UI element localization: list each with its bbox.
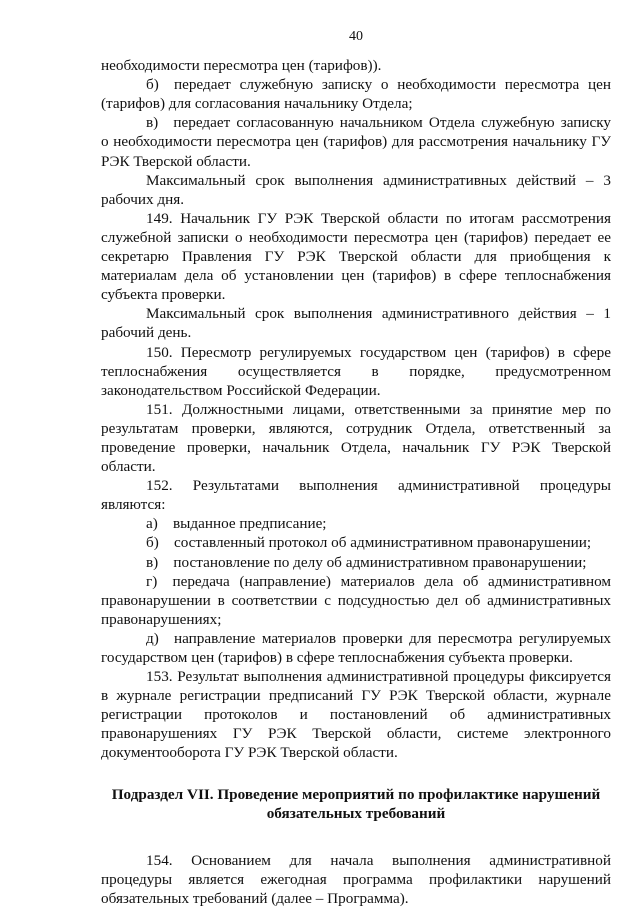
list-item: б) передает служебную записку о необходимости пересмотра цен (тарифов) для согласования начальнику Отдела;	[101, 76, 611, 113]
list-item: г) передача (направление) материалов дела об административном правонарушении в соответствии с подсудностью дел об административных правонарушениях;	[101, 572, 611, 628]
paragraph: Максимальный срок выполнения административного действия – 1 рабочий день.	[101, 305, 611, 342]
section-text-after	[101, 851, 611, 908]
paragraph: 150. Пересмотр регулируемых государством цен (тарифов) в сфере теплоснабжения осуществляется в порядке, предусмотренном законодательством Российской Федерации.	[101, 343, 611, 399]
paragraph: 153. Результат выполнения административной процедуры фиксируется в журнале регистрации предписаний ГУ РЭК Тверской области, журнале регистрации протоколов и постановлений об административных правонарушениях ГУ РЭК Тверской области, системе электронного документооборота ГУ РЭК Тверской области.	[101, 668, 611, 762]
paragraph: 151. Должностными лицами, ответственными за принятие мер по результатам проверки, являются, сотрудник Отдела, ответственный за проведение проверки, начальник Отдела, начальник ГУ РЭК Тверской области.	[101, 400, 611, 476]
paragraph: необходимости пересмотра цен (тарифов)).	[101, 57, 382, 75]
section-text-before	[101, 56, 611, 762]
paragraph: 152. Результатами выполнения административной процедуры являются:	[101, 477, 611, 514]
paragraph: 149. Начальник ГУ РЭК Тверской области по итогам рассмотрения служебной записки о необходимости пересмотра цен (тарифов) передает ее секретарю Правления ГУ РЭК Тверской области для приобщения к материалам дела об установлении цен (тарифов) в сфере теплоснабжения субъекта проверки.	[101, 209, 611, 304]
paragraph: 154. Основанием для начала выполнения административной процедуры является ежегодная программа профилактики нарушений обязательных требований (далее – Программа).	[101, 851, 611, 907]
list-item: а) выданное предписание;	[146, 515, 327, 533]
section-heading: Подраздел VII. Проведение мероприятий по профилактике нарушений обязательных требований	[111, 785, 601, 823]
paragraph: Максимальный срок выполнения административных действий – 3 рабочих дня.	[101, 171, 611, 208]
list-item: д) направление материалов проверки для пересмотра регулируемых государством цен (тарифов) в сфере теплоснабжения субъекта проверки.	[101, 629, 611, 666]
list-item: в) передает согласованную начальником Отдела служебную записку о необходимости пересмотра цен (тарифов) для рассмотрения начальнику ГУ РЭК Тверской области.	[101, 114, 611, 170]
list-item: б) составленный протокол об административном правонарушении;	[146, 534, 592, 552]
page-number: 40	[349, 29, 363, 44]
list-item: в) постановление по делу об административном правонарушении;	[146, 553, 587, 571]
